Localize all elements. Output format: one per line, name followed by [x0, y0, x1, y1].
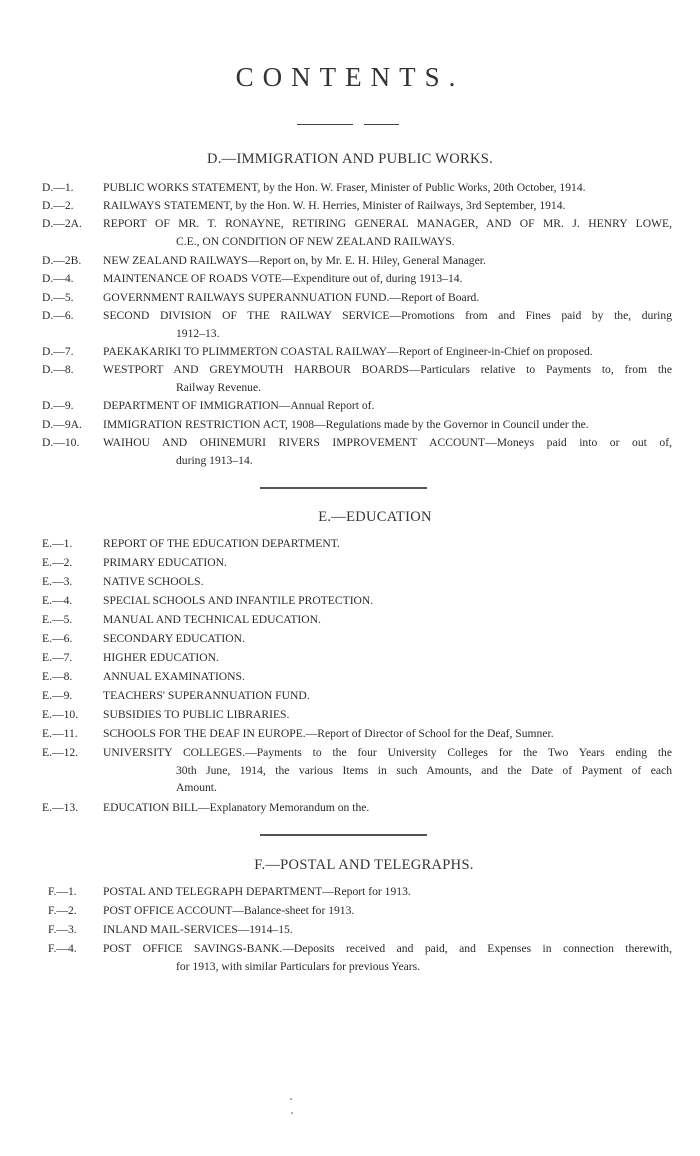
- entry-code: D.—2.: [42, 199, 74, 212]
- scan-speck: [290, 1098, 292, 1100]
- entry-text-continued: 30th June, 1914, the various Items in such Amounts, and the Date of Payment of each: [176, 763, 672, 777]
- entry-code: D.—7.: [42, 345, 74, 358]
- entry-text: TEACHERS' SUPERANNUATION FUND.: [103, 689, 310, 702]
- entry-text: SUBSIDIES TO PUBLIC LIBRARIES.: [103, 708, 290, 721]
- entry-text-continued: 1912–13.: [176, 326, 220, 340]
- entry-text: NEW ZEALAND RAILWAYS—Report on, by Mr. E. H. Hiley, General Manager.: [103, 254, 486, 267]
- entry-code: D.—9A.: [42, 418, 82, 431]
- title-divider-left: [297, 124, 353, 125]
- entry-text: PAEKAKARIKI TO PLIMMERTON COASTAL RAILWAY—Report of Engineer-in-Chief on proposed.: [103, 345, 593, 358]
- entry-text: IMMIGRATION RESTRICTION ACT, 1908—Regulations made by the Governor in Council under the.: [103, 418, 589, 431]
- entry-code: D.—6.: [42, 309, 74, 322]
- entry-text: MANUAL AND TECHNICAL EDUCATION.: [103, 613, 321, 626]
- entry-code: D.—4.: [42, 272, 74, 285]
- entry-code: D.—1.: [42, 181, 74, 194]
- entry-code: E.—8.: [42, 670, 73, 683]
- entry-text: ANNUAL EXAMINATIONS.: [103, 670, 245, 683]
- entry-code: E.—5.: [42, 613, 73, 626]
- entry-text: SECONDARY EDUCATION.: [103, 632, 245, 645]
- entry-code: F.—1.: [48, 885, 77, 898]
- section-heading-d: D.—IMMIGRATION AND PUBLIC WORKS.: [206, 151, 494, 167]
- section-heading-f: F.—POSTAL AND TELEGRAPHS.: [254, 857, 474, 873]
- entry-text: DEPARTMENT OF IMMIGRATION—Annual Report of.: [103, 399, 375, 412]
- entry-text: SPECIAL SCHOOLS AND INFANTILE PROTECTION.: [103, 594, 374, 607]
- entry-code: F.—3.: [48, 923, 77, 936]
- entry-text: WESTPORT AND GREYMOUTH HARBOUR BOARDS—Particulars relative to Payments to, from the: [103, 363, 672, 376]
- entry-code: E.—3.: [42, 575, 73, 588]
- entry-text: PUBLIC WORKS STATEMENT, by the Hon. W. Fraser, Minister of Public Works, 20th October, 1914.: [103, 181, 586, 194]
- entry-text: POSTAL AND TELEGRAPH DEPARTMENT—Report for 1913.: [103, 885, 411, 898]
- entry-code: E.—4.: [42, 594, 73, 607]
- entry-code: D.—5.: [42, 291, 74, 304]
- entry-code: D.—2A.: [42, 217, 82, 230]
- entry-text: NATIVE SCHOOLS.: [103, 575, 204, 588]
- entry-code: F.—2.: [48, 904, 77, 917]
- entry-text: RAILWAYS STATEMENT, by the Hon. W. H. Herries, Minister of Railways, 3rd September, 1914.: [103, 199, 566, 212]
- entry-text-continued: during 1913–14.: [176, 453, 253, 467]
- entry-code: E.—2.: [42, 556, 73, 569]
- entry-text: GOVERNMENT RAILWAYS SUPERANNUATION FUND.—Report of Board.: [103, 291, 480, 304]
- entry-text: EDUCATION BILL—Explanatory Memorandum on the.: [103, 801, 370, 814]
- entry-code: E.—7.: [42, 651, 73, 664]
- section-heading-e: E.—EDUCATION: [318, 509, 432, 525]
- entry-code: E.—12.: [42, 746, 79, 759]
- entry-text-continued-2: Amount.: [176, 781, 217, 794]
- entry-text: SCHOOLS FOR THE DEAF IN EUROPE.—Report of Director of School for the Deaf, Sumner.: [103, 727, 554, 740]
- entry-text: REPORT OF MR. T. RONAYNE, RETIRING GENERAL MANAGER, AND OF MR. J. HENRY LOWE,: [103, 217, 672, 230]
- entry-text: MAINTENANCE OF ROADS VOTE—Expenditure out of, during 1913–14.: [103, 272, 463, 285]
- entry-text: UNIVERSITY COLLEGES.—Payments to the four University Colleges for the Two Years ending the: [103, 746, 672, 759]
- entry-code: E.—1.: [42, 537, 73, 550]
- section-divider: [260, 487, 427, 489]
- entry-text-continued: Railway Revenue.: [176, 380, 261, 394]
- entry-code: D.—9.: [42, 399, 74, 412]
- entry-text: REPORT OF THE EDUCATION DEPARTMENT.: [103, 537, 340, 550]
- entry-text: SECOND DIVISION OF THE RAILWAY SERVICE—Promotions from and Fines paid by the, during: [103, 309, 672, 322]
- scan-speck: [291, 1112, 293, 1114]
- entry-code: E.—6.: [42, 632, 73, 645]
- entry-code: D.—8.: [42, 363, 74, 376]
- entry-text: INLAND MAIL-SERVICES—1914–15.: [103, 923, 293, 936]
- entry-text: PRIMARY EDUCATION.: [103, 556, 227, 569]
- entry-text: POST OFFICE ACCOUNT—Balance-sheet for 1913.: [103, 904, 355, 917]
- entry-code: D.—2B.: [42, 254, 82, 267]
- page-title: CONTENTS.: [235, 62, 465, 92]
- entry-text: HIGHER EDUCATION.: [103, 651, 219, 664]
- entry-code: E.—11.: [42, 727, 78, 740]
- entry-text-continued: for 1913, with similar Particulars for previous Years.: [176, 959, 421, 973]
- title-divider-right: [364, 124, 399, 125]
- entry-text: POST OFFICE SAVINGS-BANK.—Deposits received and paid, and Expenses in connection therewith,: [103, 942, 672, 955]
- entry-code: D.—10.: [42, 436, 80, 449]
- entry-code: E.—10.: [42, 708, 79, 721]
- section-divider: [260, 834, 427, 836]
- entry-code: E.—9.: [42, 689, 73, 702]
- entry-text-continued: C.E., ON CONDITION OF NEW ZEALAND RAILWAYS.: [176, 234, 455, 248]
- entry-code: E.—13.: [42, 801, 79, 814]
- entry-code: F.—4.: [48, 942, 77, 955]
- entry-text: WAIHOU AND OHINEMURI RIVERS IMPROVEMENT ACCOUNT—Moneys paid into or out of,: [103, 436, 672, 449]
